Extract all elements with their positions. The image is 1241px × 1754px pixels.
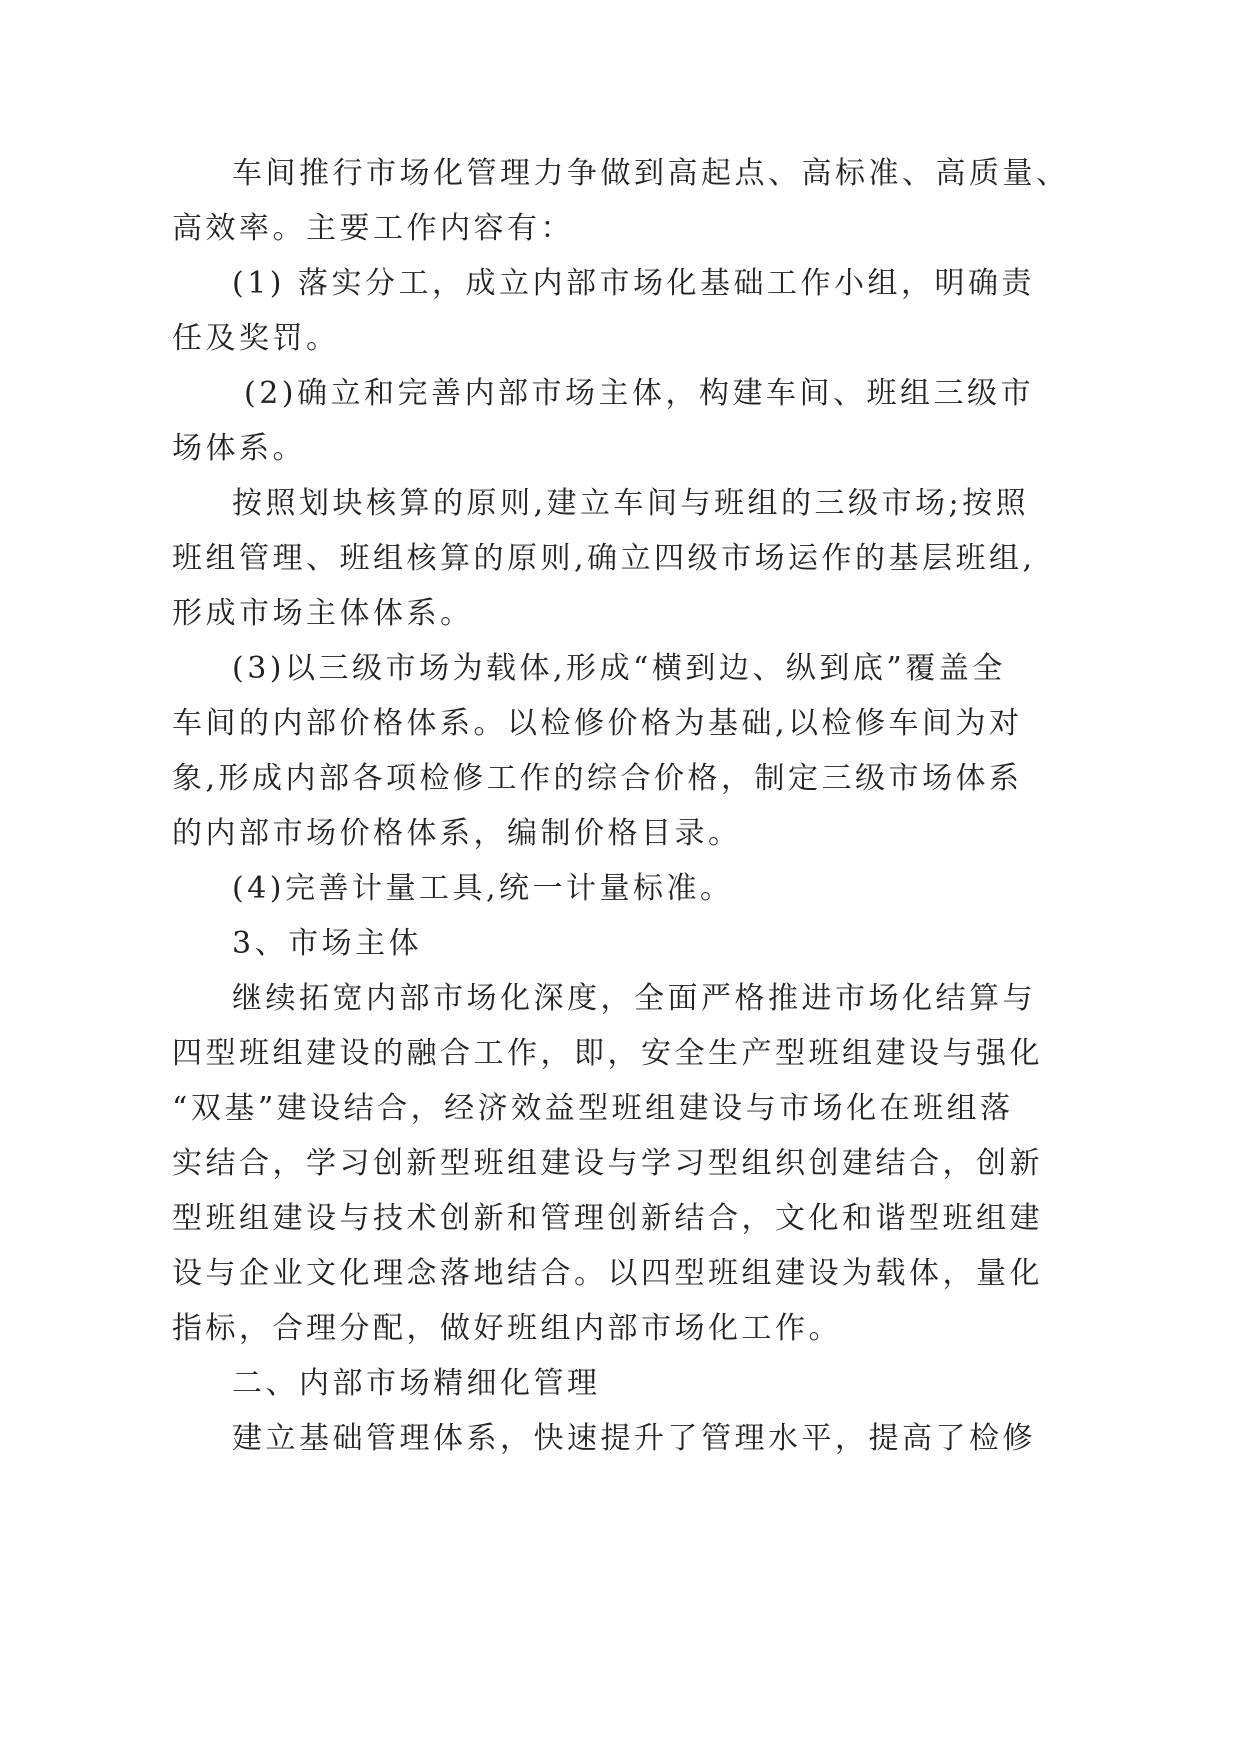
text-line: 形成市场主体体系。 — [172, 596, 474, 631]
text-line: 设与企业文化理念落地结合。以四型班组建设为载体，量化 — [172, 1256, 1043, 1291]
text-line: 班组管理、班组核算的原则,确立四级市场运作的基层班组, — [172, 541, 1036, 576]
text-line: 高效率。主要工作内容有： — [172, 211, 574, 246]
text-line: 建立基础管理体系，快速提升了管理水平，提高了检修 — [232, 1421, 1036, 1456]
text-line: 实结合，学习创新型班组建设与学习型组织创建结合，创新 — [172, 1146, 1043, 1181]
text-line: 车间的内部价格体系。以检修价格为基础,以检修车间为对 — [172, 706, 1023, 741]
text-line: 四型班组建设的融合工作，即，安全生产型班组建设与强化 — [172, 1036, 1043, 1071]
text-line: 任及奖罚。 — [172, 321, 340, 356]
section-heading: 二、内部市场精细化管理 — [232, 1366, 601, 1401]
text-line: 型班组建设与技术创新和管理创新结合，文化和谐型班组建 — [172, 1201, 1043, 1236]
text-line: (1) 落实分工，成立内部市场化基础工作小组，明确责 — [232, 266, 1036, 301]
text-line: “双基”建设结合，经济效益型班组建设与市场化在班组落 — [172, 1091, 1014, 1126]
text-line: 的内部市场价格体系，编制价格目录。 — [172, 816, 742, 851]
text-line: (2)确立和完善内部市场主体，构建车间、班组三级市 — [244, 376, 1034, 411]
text-line: 象,形成内部各项检修工作的综合价格，制定三级市场体系 — [172, 761, 1023, 796]
text-line: 指标，合理分配，做好班组内部市场化工作。 — [172, 1311, 842, 1346]
text-line: 按照划块核算的原则,建立车间与班组的三级市场;按照 — [232, 486, 1030, 521]
section-heading: 3、市场主体 — [232, 926, 423, 961]
text-line: 车间推行市场化管理力争做到高起点、高标准、高质量、 — [232, 156, 1070, 191]
text-line: 场体系。 — [172, 431, 306, 466]
text-line: 继续拓宽内部市场化深度，全面严格推进市场化结算与 — [232, 981, 1036, 1016]
text-line: (4)完善计量工具,统一计量标准。 — [232, 871, 734, 906]
text-line: (3)以三级市场为载体,形成“横到边、纵到底”覆盖全 — [232, 651, 1006, 686]
